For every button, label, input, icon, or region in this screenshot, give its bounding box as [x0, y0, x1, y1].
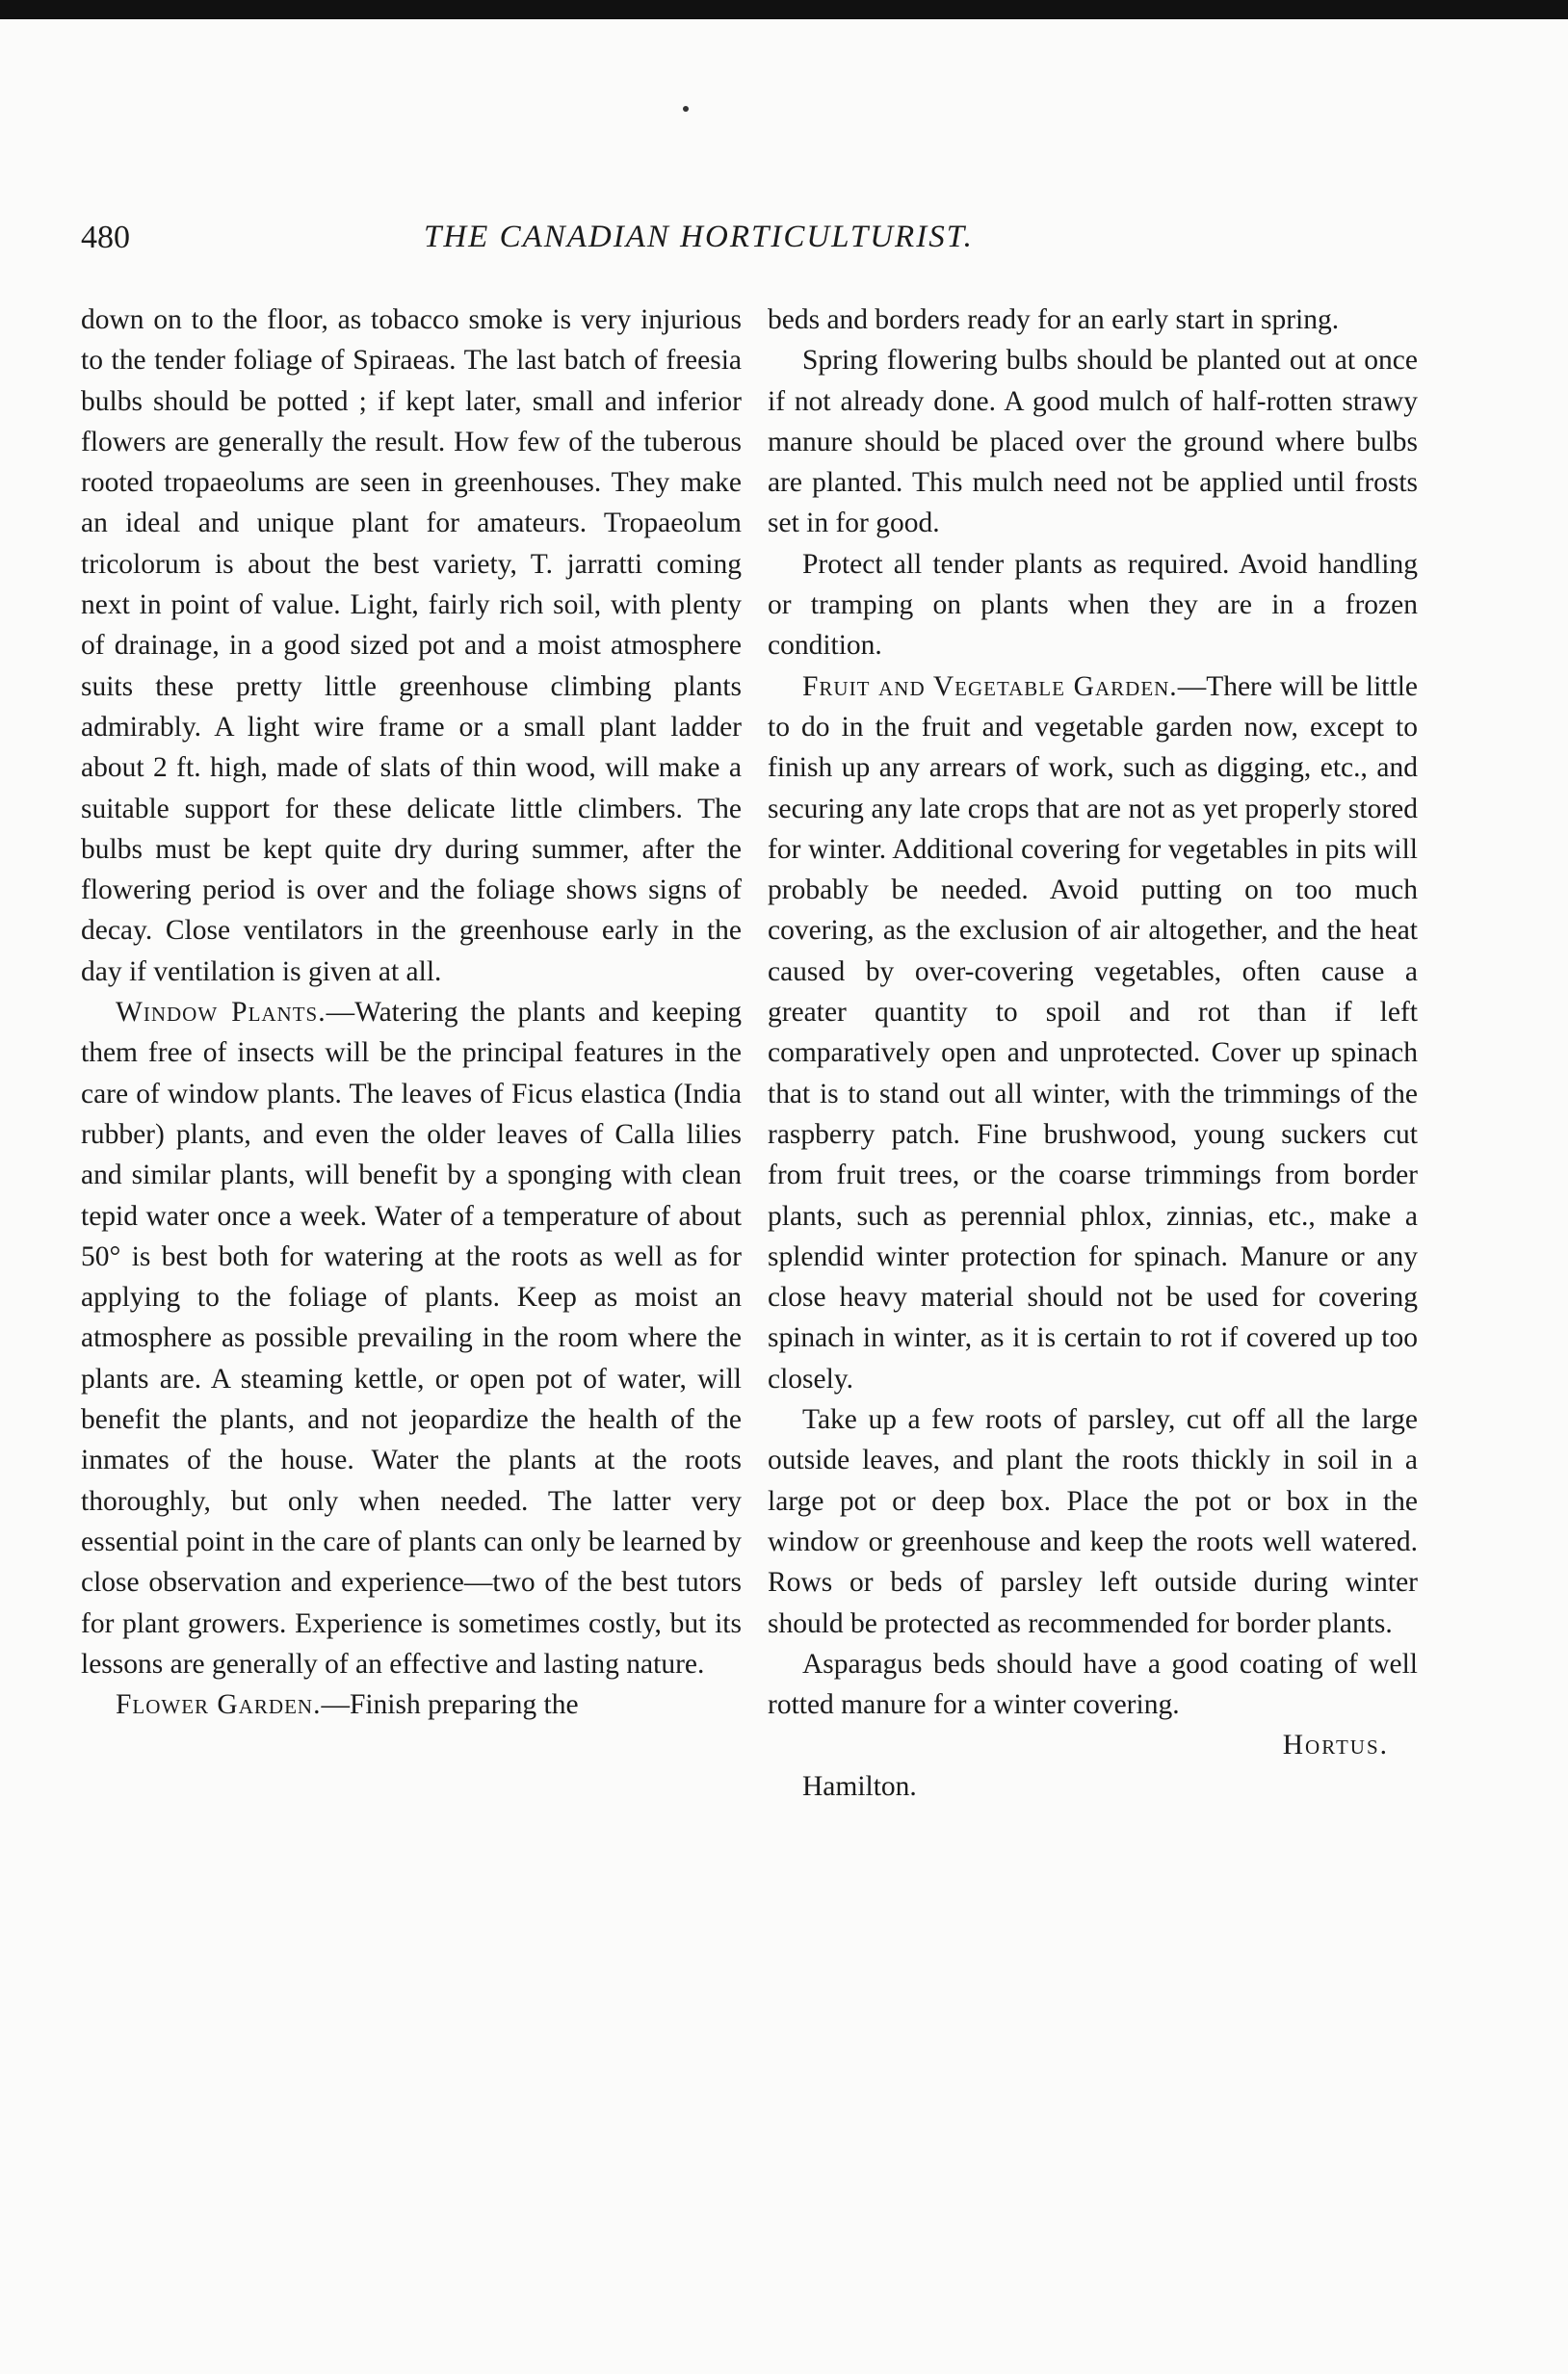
right-column — [768, 300, 1418, 1807]
left-paragraph-1: down on to the floor, as tobacco smoke is very injurious to the tender foliage of Spiraeas. The last batch of freesia bulbs should be potted ; if kept later, small and inferior flowers are generally the result. How few of the tuberous rooted tropaeolums are seen in greenhouses. They make an ideal and unique plant for amateurs. Tropaeolum tricolorum is about the best variety, T. jarratti coming next in point of value. Light, fairly rich soil, with plenty of drainage, in a good sized pot and a moist atmosphere suits these pretty little greenhouse climbing plants admirably. A light wire frame or a small plant ladder about 2 ft. high, made of slats of thin wood, will make a suitable support for these delicate little climbers. The bulbs must be kept quite dry during summer, after the flowering period is over and the foliage shows signs of decay. Close ventilators in the greenhouse early in the day if ventilation is given at all. — [81, 304, 742, 987]
ink-speck — [683, 106, 689, 112]
left-column — [81, 300, 742, 1725]
fruit-vegetable-paragraph — [768, 666, 1418, 1399]
protect-plants-paragraph: Protect all tender plants as required. Avoid handling or tramping on plants when they are in a frozen condition. — [768, 548, 1418, 662]
scan-top-edge — [0, 0, 1568, 19]
asparagus-paragraph: Asparagus beds should have a good coating of well rotted manure for a winter covering. — [768, 1648, 1418, 1721]
running-title: THE CANADIAN HORTICULTURIST. — [424, 220, 974, 254]
flower-garden-text: —Finish preparing the — [321, 1689, 579, 1721]
author-signature: Hortus. — [1282, 1730, 1389, 1761]
spring-bulbs-paragraph: Spring flowering bulbs should be planted out at once if not already done. A good mulch of half-rotten strawy manure should be placed over the ground where bulbs are planted. This mulch need not be applied until frosts set in for good. — [768, 345, 1418, 539]
fruit-vegetable-text: —There will be little to do in the fruit and vegetable garden now, except to finish up any arrears of work, such as digging, etc., and securing any late crops that are not as yet properly stored for winter. Additional covering for vegetables in pits will probably be needed. Avoid putting on too much covering, as the exclusion of air altogether, and the heat caused by over-covering vegetables, often cause a greater quantity to spoil and rot than if left comparatively open and unprotected. Cover up spinach that is to stand out all winter, with the trimmings of the raspberry patch. Fine brushwood, young suckers cut from fruit trees, or the coarse trimmings from border plants, such as perennial phlox, zinnias, etc., make a splendid winter protection for spinach. Manure or any close heavy material should not be used for covering spinach in winter, as it is certain to rot if covered up too closely. — [768, 670, 1418, 1395]
parsley-paragraph: Take up a few roots of parsley, cut off all the large outside leaves, and plant the roots thickly in soil in a large pot or deep box. Place the pot or box in the window or greenhouse and keep the roots well watered. Rows or beds of parsley left outside during winter should be protected as recommended for border plants. — [768, 1404, 1418, 1639]
author-place: Hamilton. — [802, 1770, 917, 1802]
flower-garden-paragraph — [81, 1684, 742, 1725]
window-plants-paragraph — [81, 992, 742, 1684]
window-plants-text: —Watering the plants and keeping them free of insects will be the principal features in the care of window plants. The leaves of Ficus elastica (India rubber) plants, and even the older leaves of Calla lilies and similar plants, will benefit by a sponging with clean tepid water once a week. Water of a temperature of about 50° is best both for watering at the roots as well as for applying to the foliage of plants. Keep as moist an atmosphere as possible prevailing in the room where the plants are. A steaming kettle, or open pot of water, will benefit the plants, and not jeopardize the health of the inmates of the house. Water the plants at the roots thoroughly, but only when needed. The latter very essential point in the care of plants can only be learned by close observation and experience—two of the best tutors for plant growers. Experience is sometimes costly, but its lessons are generally of an effective and lasting nature. — [81, 997, 742, 1680]
flower-garden-heading: Flower Garden. — [116, 1689, 322, 1721]
right-paragraph-1: beds and borders ready for an early start in spring. — [768, 304, 1340, 335]
page-number: 480 — [81, 220, 130, 255]
window-plants-heading: Window Plants. — [116, 997, 327, 1029]
fruit-vegetable-heading: Fruit and Vegetable Garden. — [802, 670, 1178, 702]
